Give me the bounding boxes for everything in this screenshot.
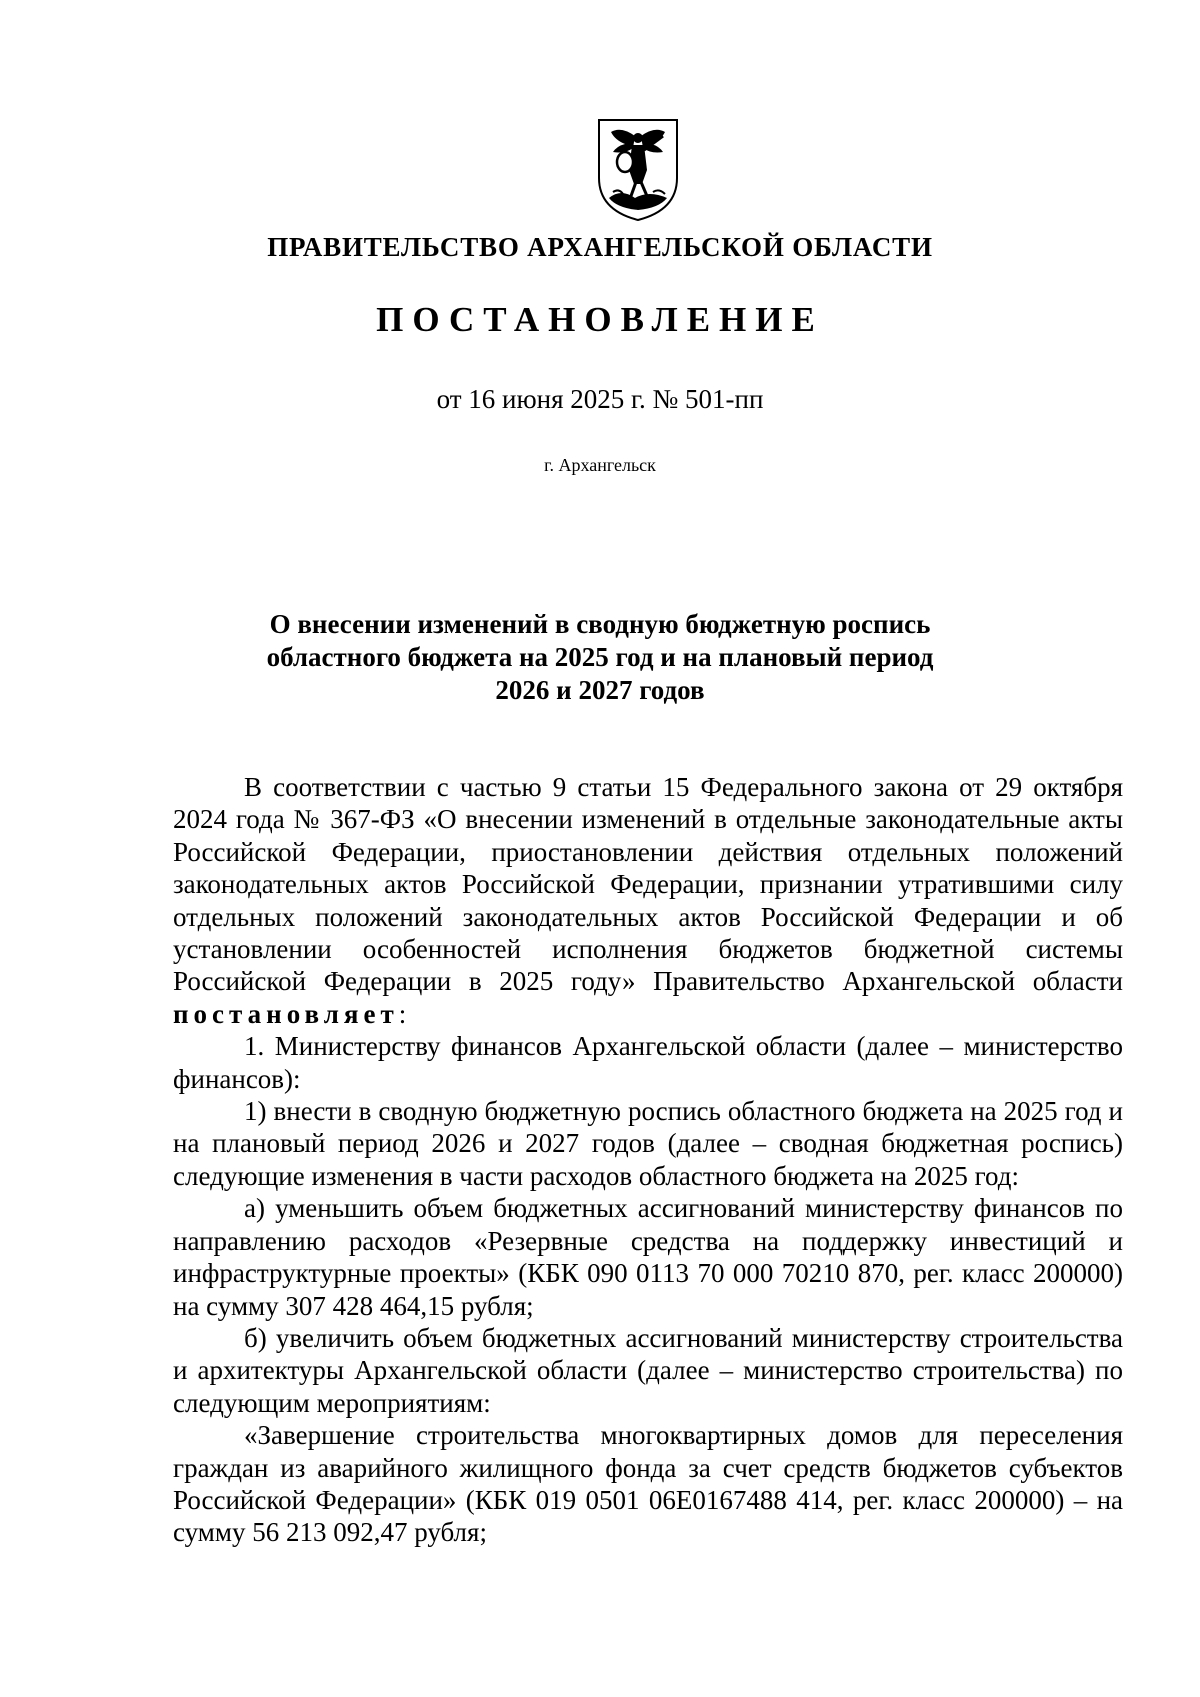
subject-line: 2026 и 2027 годов — [495, 675, 705, 705]
body-paragraph-1: 1. Министерству финансов Архангельской области (далее – министерство финансов): — [173, 1031, 1123, 1094]
decree-word: постановляет — [173, 998, 399, 1029]
body-paragraph-b: б) увеличить объем бюджетных ассигнований министерству строительства и архитектуры Архангельской области (далее – министерство строительства) по следующим мероприятиям: — [173, 1322, 1123, 1418]
document-city: г. Архангельск — [544, 455, 656, 475]
body-paragraph-a: а) уменьшить объем бюджетных ассигнований министерству финансов по направлению расходов «Резервные средства на поддержку инвестиций и инфраструктурные проекты» (КБК 090 0113 70 000 70210 870, рег. класс 200000) на сумму 307 428 464,15 рубля; — [173, 1193, 1123, 1321]
document-body — [173, 771, 1123, 1549]
subject-line: О внесении изменений в сводную бюджетную роспись — [269, 609, 931, 639]
decree-colon: : — [398, 998, 407, 1029]
document-type: ПОСТАНОВЛЕНИЕ — [376, 300, 824, 339]
archangel-coat-of-arms-icon — [597, 118, 679, 222]
document-subject — [240, 608, 960, 707]
subject-line: областного бюджета на 2025 год и на плановый период — [266, 642, 934, 672]
body-paragraph-quote: «Завершение строительства многоквартирных домов для переселения граждан из аварийного жилищного фонда за счет средств бюджетов субъектов Российской Федерации» (КБК 019 0501 06Е0167488 414, рег. класс 200000) – на сумму 56 213 092,47 рубля; — [173, 1420, 1123, 1548]
intro-text: В соответствии с частью 9 статьи 15 Федерального закона от 29 октября 2024 года № 367-ФЗ «О внесении изменений в отдельные законодательные акты Российской Федерации, приостановлении действия отдельных положений законодательных актов Российской Федерации, признании утратившими силу отдельных положений законодательных актов Российской Федерации и об установлении особенностей исполнения бюджетов бюджетной системы Российской Федерации в 2025 году» Правительство Архангельской области — [173, 772, 1123, 997]
body-paragraph-1-1: 1) внести в сводную бюджетную роспись областного бюджета на 2025 год и на плановый период 2026 и 2027 годов (далее – сводная бюджетная роспись) следующие изменения в части расходов областного бюджета на 2025 год: — [173, 1096, 1123, 1191]
document-date-number: от 16 июня 2025 г. № 501-пп — [436, 384, 764, 414]
government-title: ПРАВИТЕЛЬСТВО АРХАНГЕЛЬСКОЙ ОБЛАСТИ — [267, 232, 933, 262]
body-paragraph-intro — [173, 771, 1123, 1030]
